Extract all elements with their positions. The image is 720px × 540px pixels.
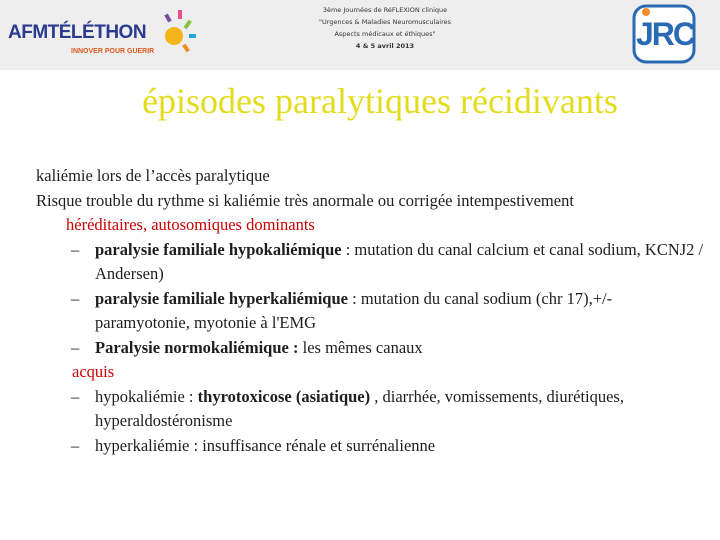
- conference-line-1: 3ème Journées de RéFLEXION clinique: [322, 6, 448, 14]
- conference-line-3: Aspects médicaux et éthiques": [334, 30, 436, 38]
- item-bold: Paralysie normokaliémique :: [95, 337, 299, 357]
- dash-bullet: –: [71, 337, 80, 357]
- item-bold: paralysie familiale hyperkaliémique: [95, 288, 348, 308]
- item-text: , diarrhée, vomissements, diurétiques, hyperaldostéronisme: [95, 386, 624, 430]
- item-text: : mutation du canal sodium (chr 17),+/- paramyotonie, myotonie à l'EMG: [95, 288, 613, 332]
- item-bold: paralysie familiale hypokaliémique: [95, 239, 342, 259]
- conference-line-2: "Urgences & Maladies Neuromusculaires: [318, 18, 451, 26]
- slide-title: épisodes paralytiques récidivants: [142, 81, 618, 121]
- dash-bullet: –: [71, 435, 80, 455]
- item-prefix: hypokaliémie :: [95, 386, 198, 406]
- heading-acquis: acquis: [72, 362, 115, 381]
- conference-info: [300, 4, 470, 52]
- list-item: [36, 385, 706, 434]
- heading-hereditaires: héréditaires, autosomiques dominants: [66, 215, 315, 234]
- jrc-logo: [632, 2, 696, 64]
- item-prefix: hyperkaliémie : insuffisance rénale et surrénalienne: [95, 435, 436, 455]
- item-text: les mêmes canaux: [298, 337, 423, 357]
- dash-bullet: –: [71, 386, 80, 406]
- item-text: : mutation du canal calcium et canal sodium, KCNJ2 / Andersen): [95, 239, 704, 283]
- list-item: [36, 287, 706, 336]
- text-line-kaliemie: kaliémie lors de l’accès paralytique: [36, 166, 270, 185]
- list-item: [36, 238, 706, 287]
- afm-logo-name: AFMTÉLÉTHON: [8, 22, 147, 43]
- afm-telethon-logo: [8, 12, 188, 62]
- dash-bullet: –: [71, 288, 80, 308]
- afm-logo-tagline: INNOVER POUR GUERIR: [71, 48, 155, 55]
- slide-content: [36, 164, 706, 458]
- sun-logo-icon: [156, 8, 196, 58]
- list-item: [36, 434, 706, 459]
- dash-bullet: –: [71, 239, 80, 259]
- jrc-logo-text: JRC: [636, 16, 695, 52]
- text-line-risque: Risque trouble du rythme si kaliémie très anormale ou corrigée intempestivement: [36, 190, 574, 210]
- list-item: [36, 336, 706, 361]
- conference-dates: 4 & 5 avril 2013: [355, 42, 415, 50]
- item-bold: thyrotoxicose (asiatique): [197, 386, 371, 406]
